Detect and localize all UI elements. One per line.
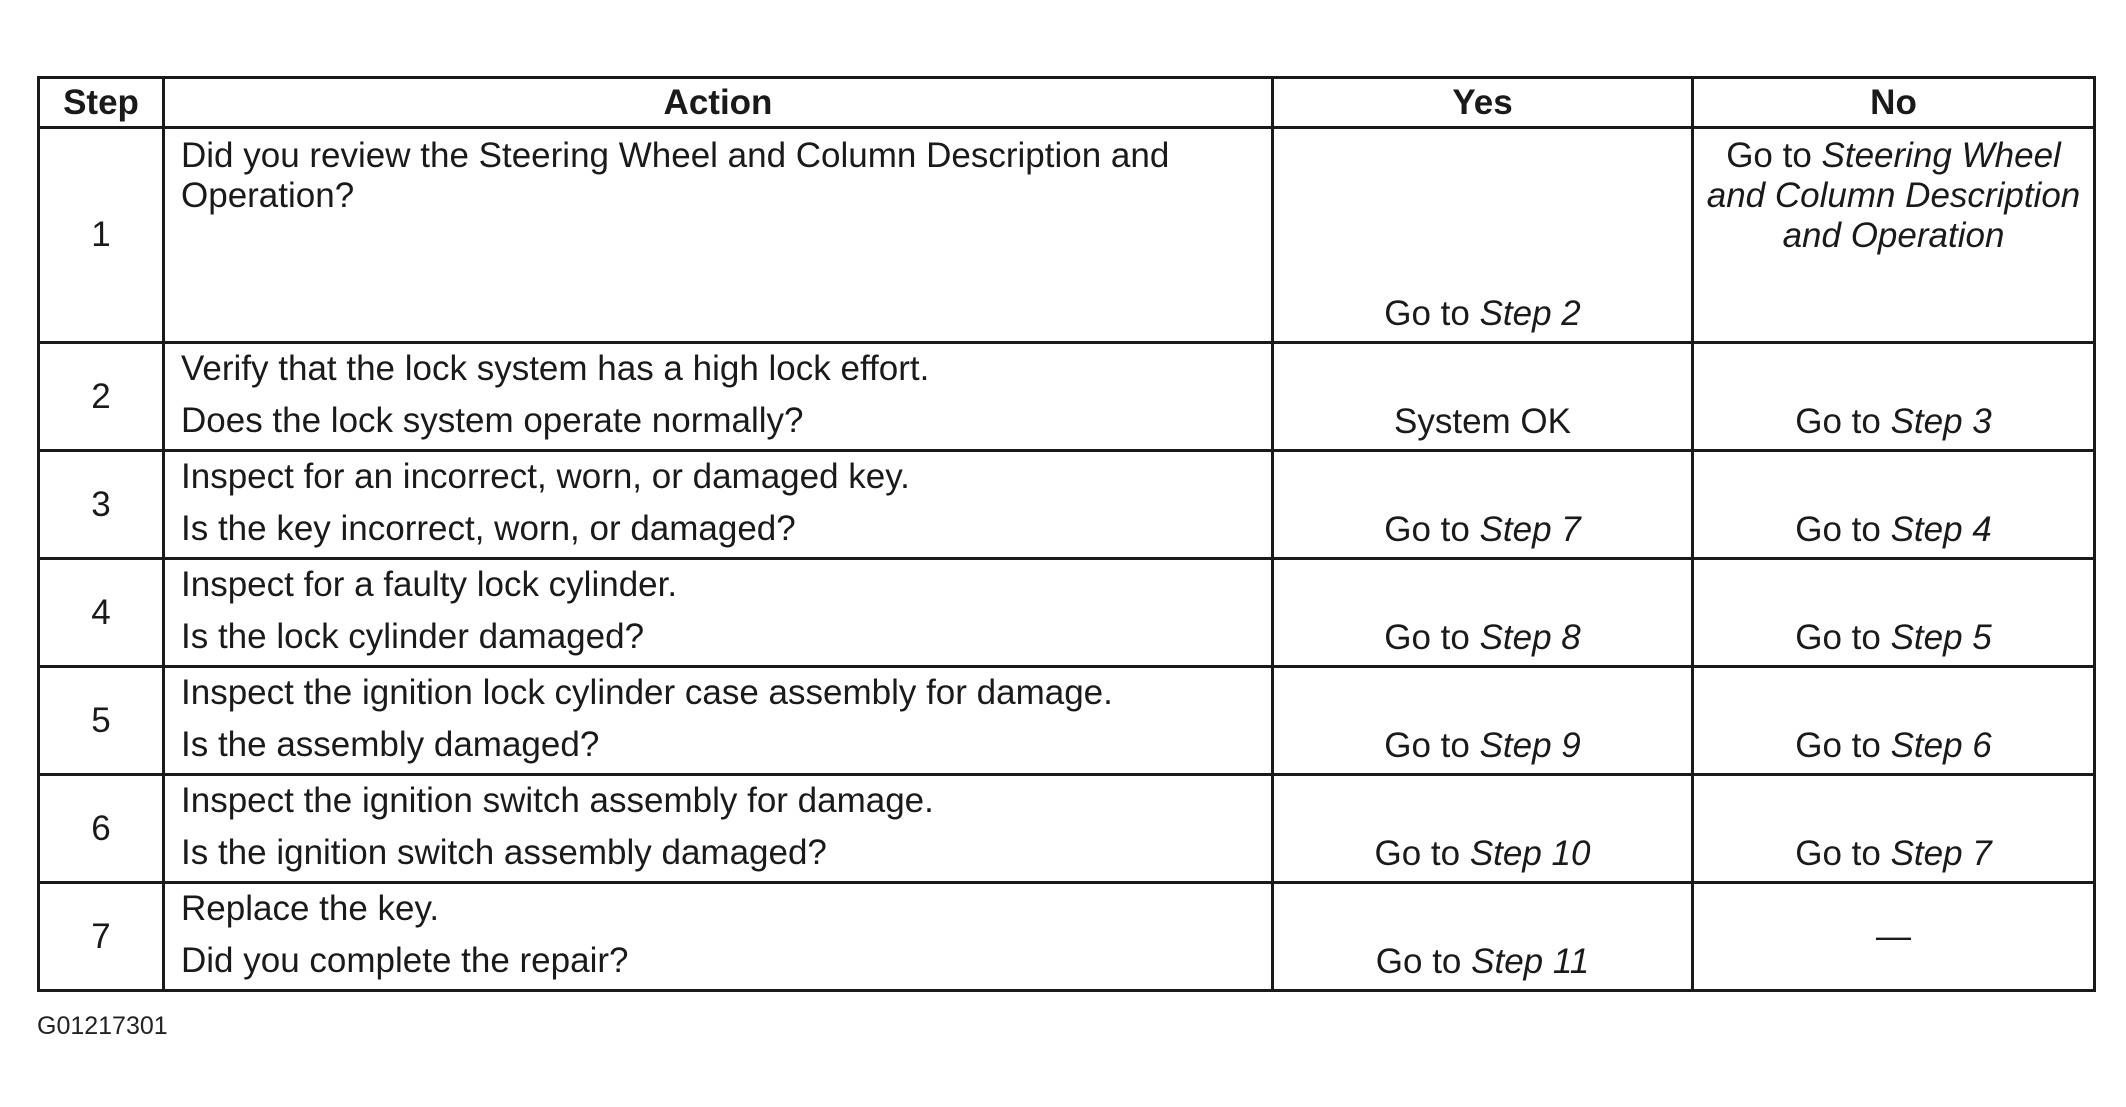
no-cell bbox=[1693, 883, 2095, 991]
header-yes: Yes bbox=[1273, 78, 1693, 128]
no-result-dash: — bbox=[1876, 916, 1911, 956]
action-question: Does the lock system operate normally? bbox=[181, 401, 804, 440]
no-result bbox=[1694, 510, 2093, 557]
no-cell bbox=[1693, 775, 2095, 883]
table-row bbox=[39, 128, 2095, 343]
action-text: Did you review the Steering Wheel and Column Description and Operation? bbox=[181, 136, 1170, 215]
no-prefix: Go to bbox=[1726, 136, 1822, 175]
action-question: Is the key incorrect, worn, or damaged? bbox=[181, 509, 796, 548]
action-cell bbox=[164, 775, 1273, 883]
action-instruction: Inspect the ignition lock cylinder case assembly for damage. bbox=[181, 673, 1113, 712]
yes-prefix: System OK bbox=[1394, 402, 1571, 441]
action-instruction: Verify that the lock system has a high lock effort. bbox=[181, 349, 930, 388]
action-instruction: Inspect for a faulty lock cylinder. bbox=[181, 565, 678, 604]
diagnostic-table bbox=[37, 76, 2096, 992]
no-result bbox=[1694, 618, 2093, 665]
table-row bbox=[39, 883, 2095, 991]
no-result bbox=[1694, 129, 2093, 256]
no-cell bbox=[1693, 667, 2095, 775]
step-number: 2 bbox=[39, 343, 164, 451]
header-no: No bbox=[1693, 78, 2095, 128]
yes-result bbox=[1274, 834, 1691, 881]
no-step-link[interactable]: Step 7 bbox=[1890, 834, 1992, 873]
header-step: Step bbox=[39, 78, 164, 128]
no-step-link[interactable]: Step 4 bbox=[1890, 510, 1992, 549]
no-result bbox=[1694, 402, 2093, 449]
action-question: Did you complete the repair? bbox=[181, 941, 629, 980]
no-prefix: Go to bbox=[1795, 510, 1891, 549]
yes-result bbox=[1274, 618, 1691, 665]
no-cell bbox=[1693, 343, 2095, 451]
action-cell bbox=[164, 883, 1273, 991]
action-cell bbox=[164, 128, 1273, 343]
step-number: 4 bbox=[39, 559, 164, 667]
action-question: Is the assembly damaged? bbox=[181, 725, 600, 764]
header-row bbox=[39, 78, 2095, 128]
no-result bbox=[1694, 726, 2093, 773]
no-step-link[interactable]: Steering Wheel and Column Description and Operation bbox=[1706, 136, 2081, 255]
yes-prefix: Go to bbox=[1375, 942, 1472, 981]
yes-step-link[interactable]: Step 7 bbox=[1479, 510, 1581, 549]
yes-cell bbox=[1273, 128, 1693, 343]
yes-cell bbox=[1273, 559, 1693, 667]
figure-id: G01217301 bbox=[37, 1012, 168, 1040]
header-action: Action bbox=[164, 78, 1273, 128]
yes-step-link[interactable]: Step 11 bbox=[1471, 942, 1590, 981]
yes-cell bbox=[1273, 775, 1693, 883]
yes-cell bbox=[1273, 883, 1693, 991]
action-instruction: Replace the key. bbox=[181, 889, 440, 928]
action-question: Is the ignition switch assembly damaged? bbox=[181, 833, 827, 872]
no-step-link[interactable]: Step 5 bbox=[1890, 618, 1992, 657]
yes-step-link[interactable]: Step 9 bbox=[1479, 726, 1581, 765]
yes-result bbox=[1274, 402, 1691, 449]
table-row bbox=[39, 451, 2095, 559]
yes-result bbox=[1274, 294, 1691, 341]
no-prefix: Go to bbox=[1795, 402, 1891, 441]
action-question: Is the lock cylinder damaged? bbox=[181, 617, 645, 656]
no-step-link[interactable]: Step 6 bbox=[1890, 726, 1992, 765]
yes-step-link[interactable]: Step 8 bbox=[1479, 618, 1581, 657]
action-instruction: Inspect for an incorrect, worn, or damaged key. bbox=[181, 457, 910, 496]
yes-cell bbox=[1273, 451, 1693, 559]
action-cell bbox=[164, 559, 1273, 667]
yes-prefix: Go to bbox=[1384, 618, 1480, 657]
no-cell bbox=[1693, 451, 2095, 559]
yes-prefix: Go to bbox=[1384, 294, 1480, 333]
yes-step-link[interactable]: Step 10 bbox=[1469, 834, 1591, 873]
yes-result bbox=[1274, 942, 1691, 989]
action-cell bbox=[164, 451, 1273, 559]
table-row bbox=[39, 559, 2095, 667]
yes-cell bbox=[1273, 343, 1693, 451]
step-number: 1 bbox=[39, 128, 164, 343]
no-prefix: Go to bbox=[1795, 726, 1891, 765]
yes-prefix: Go to bbox=[1384, 510, 1480, 549]
no-cell bbox=[1693, 559, 2095, 667]
no-step-link[interactable]: Step 3 bbox=[1890, 402, 1992, 441]
no-prefix: Go to bbox=[1795, 618, 1891, 657]
yes-prefix: Go to bbox=[1384, 726, 1480, 765]
step-number: 5 bbox=[39, 667, 164, 775]
yes-result bbox=[1274, 726, 1691, 773]
action-instruction: Inspect the ignition switch assembly for damage. bbox=[181, 781, 934, 820]
table-row bbox=[39, 343, 2095, 451]
no-result bbox=[1694, 834, 2093, 881]
table-row bbox=[39, 775, 2095, 883]
action-cell bbox=[164, 343, 1273, 451]
no-cell bbox=[1693, 128, 2095, 343]
action-cell bbox=[164, 667, 1273, 775]
table-row bbox=[39, 667, 2095, 775]
step-number: 7 bbox=[39, 883, 164, 991]
yes-step-link[interactable]: Step 2 bbox=[1479, 294, 1581, 333]
yes-result bbox=[1274, 510, 1691, 557]
no-prefix: Go to bbox=[1795, 834, 1891, 873]
yes-cell bbox=[1273, 667, 1693, 775]
step-number: 6 bbox=[39, 775, 164, 883]
step-number: 3 bbox=[39, 451, 164, 559]
yes-prefix: Go to bbox=[1374, 834, 1470, 873]
